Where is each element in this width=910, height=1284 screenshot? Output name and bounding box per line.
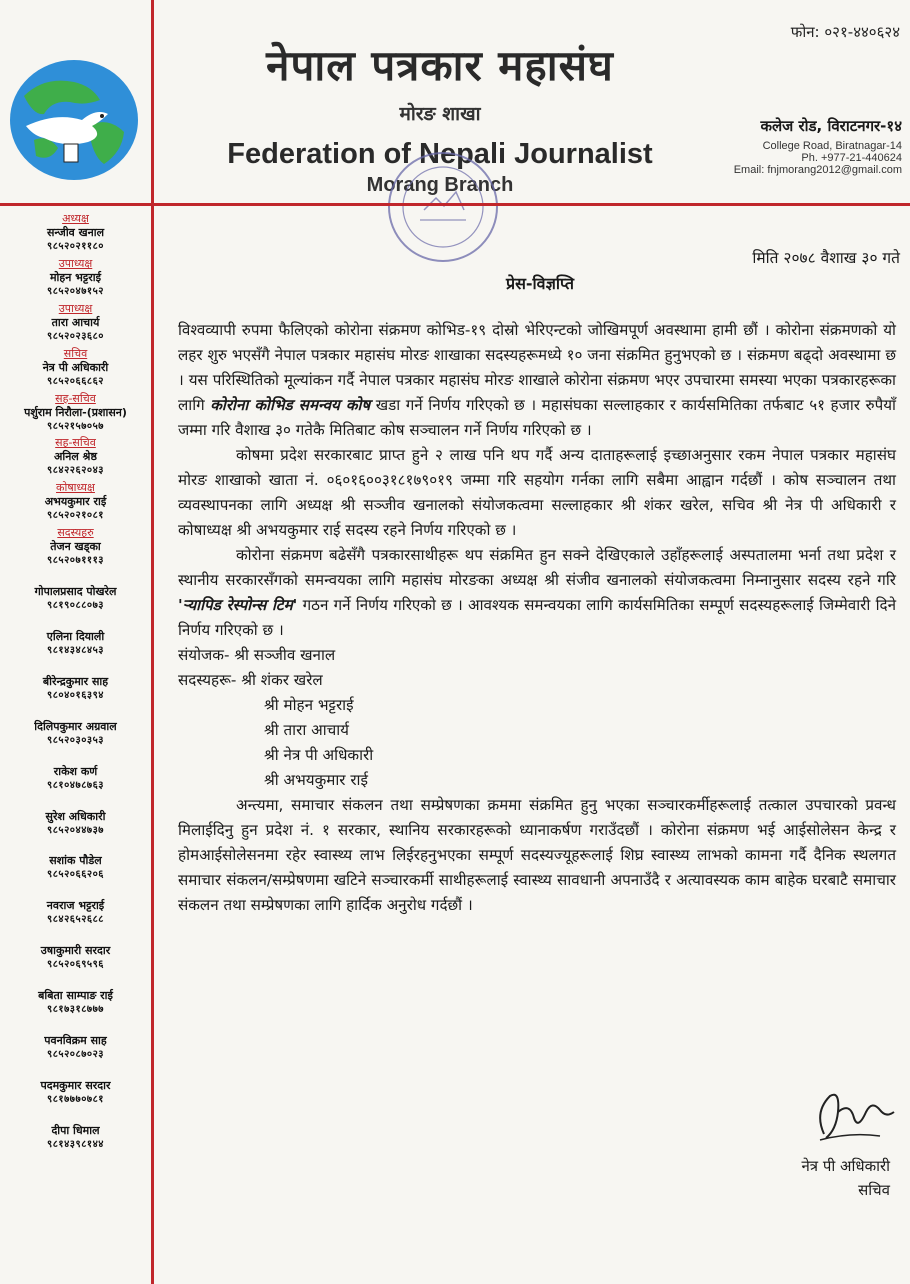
paragraph-4: अन्त्यमा, समाचार संकलन तथा सम्प्रेषणका क्रममा संक्रमित हुनु भएका सञ्चारकर्मीहरूलाई तत्काल उपचारको प्रवन्ध मिलाईदिनु हुन प्रदेश नं. १ सरकार, स्थानिय सरकारहरूको ध्यानाकर्षण गराउँदछौं । कोरोना संक्रमण भई आईसोलेसन केन्द्र र होमआईसोलेसनमा रहेर स्वास्थ्य लाभ लिईरहनुभएका सम्पूर्ण सदस्यज्यूहरूलाई शिघ्र स्वास्थ्य लाभको कामना गर्दै दैनिक स्थलगत समाचार संकलन/सम्प्रेषणमा खटिने सञ्चारकर्मी साथीहरूलाई स्वास्थ्य सावधानी अपनाउँदै र अत्यावस्यक काम बाहेक घरबाटै समाचार संकलन तथा सम्प्रेषणका लागि हार्दिक अनुरोध गर्दछौं । xyxy=(178,796,896,914)
committee-member: सुरेश अधिकारी ९८५२०४४७३७ xyxy=(45,809,106,836)
member-item: श्री अभयकुमार राई xyxy=(264,771,368,789)
committee-member: उपाध्यक्ष तारा आचार्य ९८५२०२३६८० xyxy=(47,301,104,342)
phone-nepali: फोन: ०२१-४४०६२४ xyxy=(790,23,900,41)
document-heading: प्रेस-विज्ञप्ति xyxy=(505,274,575,293)
committee-member: नवराज भट्टराई ९८४२६५२६८८ xyxy=(46,899,105,926)
header-divider xyxy=(0,203,910,206)
committee-member: सह-सचिव पर्शुराम निरौला-(प्रशासन) ९८५२१५७०५७ xyxy=(24,391,127,432)
signatory-role: सचिव xyxy=(858,1181,890,1199)
signature-icon xyxy=(810,1082,900,1152)
signatory-name: नेत्र पी अधिकारी xyxy=(801,1157,890,1175)
committee-member: अध्यक्ष सन्जीव खनाल ९८५२०२११८० xyxy=(46,212,105,252)
member-item: श्री मोहन भट्टराई xyxy=(264,696,354,714)
organization-logo xyxy=(4,56,140,184)
committee-member: बबिता साम्पाङ राई ९८१७३१८७७७ xyxy=(38,989,113,1016)
committee-member: पदमकुमार सरदार ९८१७७७०७८१ xyxy=(40,1078,111,1105)
team-name-emphasis: 'र्‍यापिड रेस्पोन्स टिम' xyxy=(178,596,298,614)
official-stamp-icon xyxy=(384,148,502,266)
committee-member: दीपा धिमाल ९८१४३९८१४४ xyxy=(47,1123,104,1150)
paragraph-3: कोरोना संक्रमण बढेसँगै पत्रकारसाथीहरू थप संक्रमित हुन सक्ने देखिएकाले उहाँहरूलाई अस्पतालमा भर्ना तथा प्रदेश र स्थानीय सरकारसँगको समन्वयका लागि महासंघ मोरङका अध्यक्ष श्री संजीव खनालको संयोजकत्वमा निम्नानुसार सदस्य रहने गरि 'र्‍यापिड रेस्पोन्स टिम' गठन गर्ने निर्णय गरिएको छ । आवश्यक समन्वयका लागि कार्यसमितिका सम्पूर्ण सदस्यहरूलाई जिम्मेवारी दिने निर्णय गरिएको छ । xyxy=(178,546,896,639)
committee-member: कोषाध्यक्ष अभयकुमार राई ९८५२०२१०८१ xyxy=(44,481,107,522)
members-list xyxy=(178,668,896,793)
org-name-english: Federation of Nepali Journalist xyxy=(227,138,653,170)
sidebar-divider xyxy=(151,0,154,1284)
committee-member: उषाकुमारी सरदार ९८५२०६९५९६ xyxy=(40,944,111,971)
committee-member: राकेश कर्ण ९८१०४७८७६३ xyxy=(47,764,104,791)
branch-name-english: Morang Branch xyxy=(366,174,514,196)
committee-member: सह-सचिव अनिल श्रेष्ठ ९८४२२६२०४३ xyxy=(47,436,104,477)
document-date: मिति २०७८ वैशाख ३० गते xyxy=(752,249,900,267)
org-name-nepali: नेपाल पत्रकार महासंघ xyxy=(266,41,614,90)
paragraph-2: कोषमा प्रदेश सरकारबाट प्राप्त हुने २ लाख पनि थप गर्दै अन्य दाताहरूलाई इच्छाअनुसार रकम नेपाल पत्रकार महासंघ मोरङ शाखाको खाता नं. ०६०१६००३१८१७९०१९ जम्मा गरि सहयोग गर्नका लागि सबैमा आह्वान गर्दछौं । कोष सञ्चालन तथा व्यवस्थापनका लागि अध्यक्ष श्री सञ्जीव खनालको संयोजकत्वमा सल्लाहकार श्री शंकर खरेल, सचिव श्री नेत्र पी अधिकारी र कोषाध्यक्ष श्री अभयकुमार राई सदस्य रहने निर्णय गरिएको छ । xyxy=(178,446,896,539)
committee-member: उपाध्यक्ष मोहन भट्टराई ९८५२०४७१५२ xyxy=(47,256,104,297)
email-address: Email: fnjmorang2012@gmail.com xyxy=(733,164,902,176)
address-nepali: कलेज रोड, विराटनगर-१४ xyxy=(760,117,902,135)
branch-name-nepali: मोरङ शाखा xyxy=(399,103,481,125)
fund-name-emphasis: कोरोना कोभिड समन्वय कोष xyxy=(210,396,371,414)
coordinator-line: संयोजक- श्री सञ्जीव खनाल xyxy=(178,646,336,664)
committee-member: एलिना दियाली ९८१४३४८४५३ xyxy=(46,630,105,657)
committee-member: सचिव नेत्र पी अधिकारी ९८५२०६६८६२ xyxy=(42,346,109,387)
member-item: श्री नेत्र पी अधिकारी xyxy=(264,746,374,764)
committee-member: गोपालप्रसाद पोखरेल ९८१९०८८०७३ xyxy=(34,585,117,612)
committee-sidebar xyxy=(0,212,151,1155)
members-label: सदस्यहरू- श्री शंकर खरेल xyxy=(178,671,323,689)
address-english: College Road, Biratnagar-14 xyxy=(762,140,902,152)
member-item: श्री तारा आचार्य xyxy=(264,721,349,739)
committee-member: पवनविक्रम साह ९८५२०८७०२३ xyxy=(44,1034,107,1061)
address-block xyxy=(690,116,902,176)
phone-english: Ph. +977-21-440624 xyxy=(801,152,902,164)
committee-member: दिलिपकुमार अग्रवाल ९८५२०३०३५३ xyxy=(34,719,117,746)
press-release-body xyxy=(178,318,896,918)
paragraph-1: विश्वव्यापी रुपमा फैलिएको कोरोना संक्रमण कोभिड-१९ दोस्रो भेरिएन्टको जोखिमपूर्ण अवस्थामा हामी छौं । कोरोना संक्रमणको यो लहर शुरु भएसँगै नेपाल पत्रकार महासंघ मोरङ शाखाका सदस्यहरूमध्ये १० जना संक्रमित हुनुभएको छ । संक्रमण बढ्दो अवस्थामा छ । यस परिस्थितिको मूल्यांकन गर्दै नेपाल पत्रकार महासंघ मोरङ शाखाले कोरोना संक्रमण भएर उपचारमा समस्या भएका पत्रकारहरूका लागि कोरोना कोभिड समन्वय कोष खडा गर्ने निर्णय गरिएको छ । महासंघका सल्लाहकार र कार्यसमितिका तर्फबाट ५१ हजार रुपैयाँ जम्मा गरि वैशाख ३० गतेकै मितिबाट कोष सञ्चालन गर्ने निर्णय गरिएको छ । xyxy=(178,321,896,439)
committee-member: बीरेन्द्रकुमार साह ९८०४०१६३९४ xyxy=(42,674,109,701)
committee-member: सशांक पौडेल ९८५२०६६२०६ xyxy=(47,854,104,881)
committee-member: सदस्यहरु तेजन खड्का ९८५२०७१११३ xyxy=(47,526,104,567)
